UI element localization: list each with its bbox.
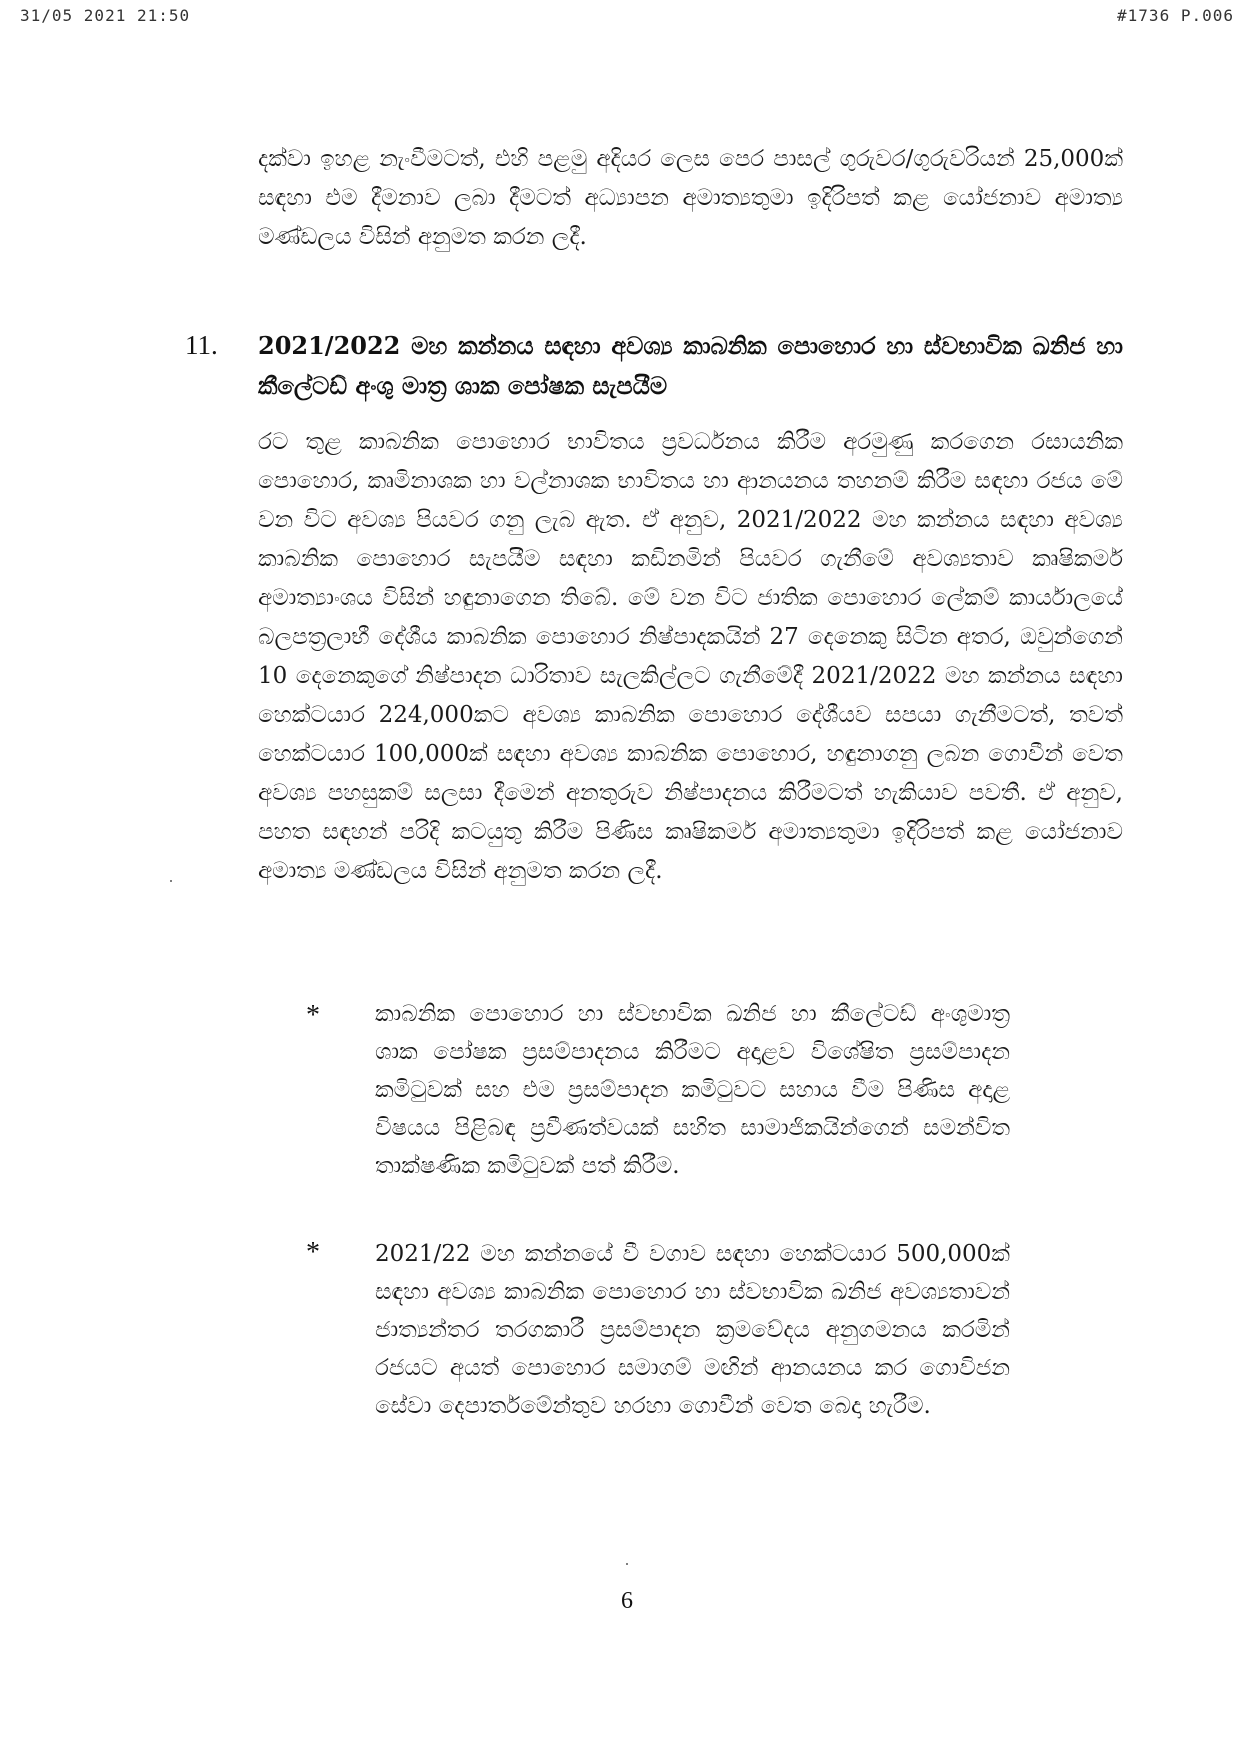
section-number: 11. <box>185 330 218 360</box>
bullet-item: කාබනික පොහොර හා ස්වභාවික ඛනිජ හා කීලේටඩ් අංශුමාත්‍ර ශාක පෝෂක ප්‍රසම්පාදනය කිරීමට අදාළව විශේෂිත ප්‍රසම්පාදන කමිටුවක් සහ එම ප්‍රසම්පාදන කමිටුවට සහාය වීම පිණිස අදාළ විෂයය පිළිබඳ ප්‍රවීණත්වයක් සහිත සාමාජිකයින්ගෙන් සමන්විත තාක්ෂණික කමිටුවක් පත් කිරීම. <box>375 1001 1010 1179</box>
section-body-paragraph: රට තුළ කාබනික පොහොර භාවිතය ප්‍රවර්ධනය කිරීම අරමුණු කරගෙන රසායනික පොහොර, කෘමිනාශක හා වල්නාශක භාවිතය හා ආනයනය තහනම් කිරීම සඳහා රජය මේ වන විට අවශ්‍ය පියවර ගනු ලැබ ඇත. ඒ අනුව, 2021/2022 මහ කන්නය සඳහා අවශ්‍ය කාබනික පොහොර සැපයීම සඳහා කඩිනමින් පියවර ගැනීමේ අවශ්‍යතාව කෘෂිකර්ම අමාත්‍යාංශය විසින් හඳුනාගෙන තිබේ. මේ වන විට ජාතික පොහොර ලේකම් කාර්යාලයේ බලපත්‍රලාභී දේශීය කාබනික පොහොර නිෂ්පාදකයින් 27 දෙනෙකු සිටින අතර, ඔවුන්ගෙන් 10 දෙනෙකුගේ නිෂ්පාදන ධාරිතාව සැලකිල්ලට ගැනීමේදී 2021/2022 මහ කන්නය සඳහා හෙක්ටයාර 224,000කට අවශ්‍ය කාබනික පොහොර දේශීයව සපයා ගැනීමටත්, තවත් හෙක්ටයාර 100,000ක් සඳහා අවශ්‍ය කාබනික පොහොර, හඳුනාගනු ලබන ගොවීන් වෙත අවශ්‍ය පහසුකම් සලසා දීමෙන් අනතුරුව නිෂ්පාදනය කිරීමටත් හැකියාව පවතී. ඒ අනුව, පහත සඳහන් පරිදි කටයුතු කිරීම පිණිස කෘෂිකර්ම අමාත්‍යතුමා ඉදිරිපත් කළ යෝජනාව අමාත්‍ය මණ්ඩලය විසින් අනුමත කරන ලදී. <box>258 429 1123 884</box>
bullet-marker: * <box>306 1237 320 1268</box>
page-number: 6 <box>621 1588 633 1614</box>
fax-page-ref: #1736 P.006 <box>1117 6 1234 25</box>
bullet-item: 2021/22 මහ කන්නයේ වී වගාව සඳහා හෙක්ටයාර 500,000ක් සඳහා අවශ්‍ය කාබනික පොහොර හා ස්වභාවික ඛනිජ අවශ්‍යතාවන් ජාත්‍යන්තර තරගකාරී ප්‍රසම්පාදන ක්‍රමවේදය අනුගමනය කරමින් රජයට අයත් පොහොර සමාගම් මඟින් ආනයනය කර ගොවිජන සේවා දෙපාර්තමේන්තුව හරහා ගොවීන් වෙත බෙදා හැරීම. <box>375 1241 1010 1419</box>
fax-header <box>20 6 1234 32</box>
fax-datetime: 31/05 2021 21:50 <box>20 6 191 25</box>
section-title: 2021/2022 මහ කන්නය සඳහා අවශ්‍ය කාබනික පොහොර හා ස්වභාවික ඛනිජ හා කීලේටඩ් අංශු මාත්‍ර ශාක පෝෂක සැපයීම <box>258 331 1123 400</box>
scan-speck <box>626 1563 628 1565</box>
bullet-marker: * <box>306 1000 320 1031</box>
scan-speck <box>170 880 172 882</box>
continuation-paragraph: දක්වා ඉහළ නැංවීමටත්, එහි පළමු අදියර ලෙස පෙර පාසල් ගුරුවර/ගුරුවරියන් 25,000ක් සඳහා එම දීමනාව ලබා දීමටත් අධ්‍යාපන අමාත්‍යතුමා ඉදිරිපත් කළ යෝජනාව අමාත්‍ය මණ්ඩලය විසින් අනුමත කරන ලදී. <box>258 146 1123 250</box>
